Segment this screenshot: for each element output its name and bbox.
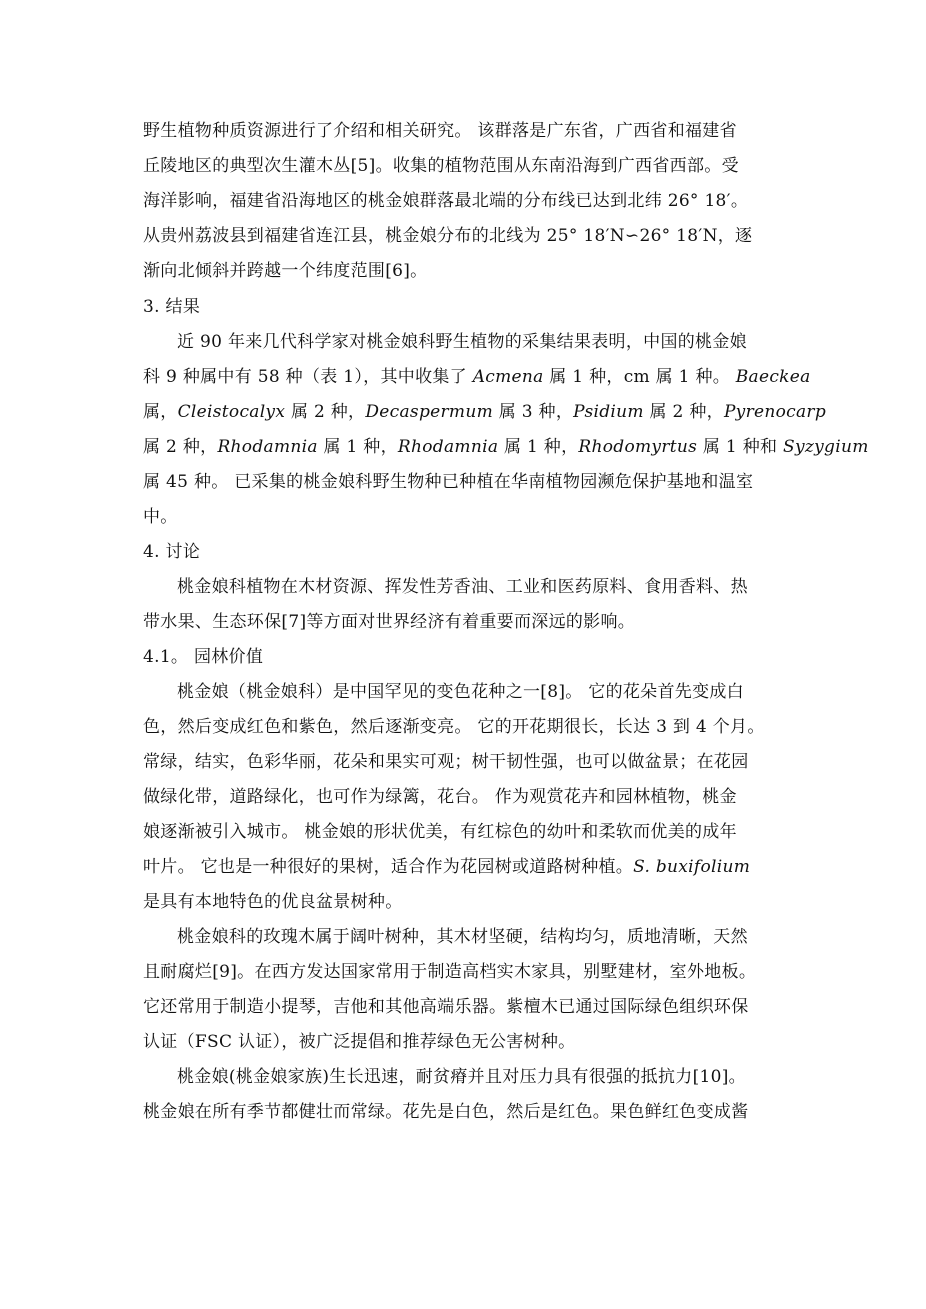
text-line: 从贵州荔波县到福建省连江县，桃金娘分布的北线为 25° 18′N∽26° 18′N，逐 bbox=[143, 226, 753, 246]
text-run: 属 2 种， bbox=[285, 402, 366, 422]
section-heading-garden-value: 4.1。 园林价值 bbox=[143, 647, 264, 667]
text-line: 中。 bbox=[143, 507, 178, 527]
genus-name: Decaspermum bbox=[365, 402, 494, 422]
genus-name: Psidium bbox=[573, 402, 644, 422]
text-line: 且耐腐烂[9]。在西方发达国家常用于制造高档实木家具，别墅建材，室外地板。 bbox=[143, 962, 757, 982]
text-line bbox=[143, 857, 750, 877]
text-run: 属， bbox=[143, 402, 178, 422]
text-line: 桃金娘科的玫瑰木属于阔叶树种，其木材坚硬，结构均匀，质地清晰，天然 bbox=[177, 927, 748, 947]
species-name: S. buxifolium bbox=[633, 857, 751, 877]
genus-name: Acmena bbox=[472, 367, 544, 387]
text-line bbox=[143, 402, 826, 422]
genus-name: Pyrenocarp bbox=[723, 402, 827, 422]
text-line: 它还常用于制造小提琴，吉他和其他高端乐器。紫檀木已通过国际绿色组织环保 bbox=[143, 997, 749, 1017]
text-line: 桃金娘(桃金娘家族)生长迅速，耐贫瘠并且对压力具有很强的抵抗力[10]。 bbox=[177, 1067, 746, 1087]
text-line bbox=[143, 367, 811, 387]
text-line: 渐向北倾斜并跨越一个纬度范围[6]。 bbox=[143, 261, 428, 281]
text-run: 科 9 种属中有 58 种（表 1），其中收集了 bbox=[143, 367, 473, 387]
text-line: 做绿化带，道路绿化，也可作为绿篱，花台。 作为观赏花卉和园林植物，桃金 bbox=[143, 787, 737, 807]
text-line: 野生植物种质资源进行了介绍和相关研究。 该群落是广东省，广西省和福建省 bbox=[143, 121, 737, 141]
text-line: 是具有本地特色的优良盆景树种。 bbox=[143, 892, 403, 912]
text-line bbox=[143, 437, 869, 457]
genus-name: Rhodamnia bbox=[397, 437, 499, 457]
text-line: 色，然后变成红色和紫色，然后逐渐变亮。 它的开花期很长，长达 3 到 4 个月。 bbox=[143, 717, 765, 737]
text-run: 属 2 种， bbox=[143, 437, 218, 457]
text-run: 叶片。 它也是一种很好的果树，适合作为花园树或道路树种植。 bbox=[143, 857, 634, 877]
text-line: 海洋影响，福建省沿海地区的桃金娘群落最北端的分布线已达到北纬 26° 18′。 bbox=[143, 191, 749, 211]
text-run: 属 1 种， bbox=[498, 437, 579, 457]
text-line: 认证（FSC 认证），被广泛提倡和推荐绿色无公害树种。 bbox=[143, 1032, 576, 1052]
text-line: 近 90 年来几代科学家对桃金娘科野生植物的采集结果表明，中国的桃金娘 bbox=[177, 332, 747, 352]
text-run: 属 2 种， bbox=[643, 402, 724, 422]
text-line: 娘逐渐被引入城市。 桃金娘的形状优美，有红棕色的幼叶和柔软而优美的成年 bbox=[143, 822, 737, 842]
genus-name: Rhodamnia bbox=[217, 437, 318, 457]
text-run: 属 1 种，cm 属 1 种。 bbox=[543, 367, 736, 387]
section-heading-discussion: 4. 讨论 bbox=[143, 542, 201, 562]
genus-name: Rhodomyrtus bbox=[578, 437, 698, 457]
text-run: 属 1 种， bbox=[317, 437, 398, 457]
text-line: 丘陵地区的典型次生灌木丛[5]。收集的植物范围从东南沿海到广西省西部。受 bbox=[143, 156, 739, 176]
genus-name: Cleistocalyx bbox=[177, 402, 286, 422]
text-line: 常绿，结实，色彩华丽，花朵和果实可观；树干韧性强，也可以做盆景；在花园 bbox=[143, 752, 749, 772]
genus-name: Syzygium bbox=[783, 437, 869, 457]
text-line: 属 45 种。 已采集的桃金娘科野生物种已种植在华南植物园濒危保护基地和温室 bbox=[143, 472, 754, 492]
text-line: 桃金娘在所有季节都健壮而常绿。花先是白色，然后是红色。果色鲜红色变成酱 bbox=[143, 1102, 749, 1122]
text-line: 桃金娘科植物在木材资源、挥发性芳香油、工业和医药原料、食用香料、热 bbox=[177, 577, 748, 597]
text-run: 属 1 种和 bbox=[697, 437, 784, 457]
section-heading-results: 3. 结果 bbox=[143, 297, 201, 317]
text-run: 属 3 种， bbox=[493, 402, 574, 422]
text-line: 桃金娘（桃金娘科）是中国罕见的变色花种之一[8]。 它的花朵首先变成白 bbox=[177, 682, 744, 702]
genus-name: Baeckea bbox=[735, 367, 811, 387]
text-line: 带水果、生态环保[7]等方面对世界经济有着重要而深远的影响。 bbox=[143, 612, 636, 632]
